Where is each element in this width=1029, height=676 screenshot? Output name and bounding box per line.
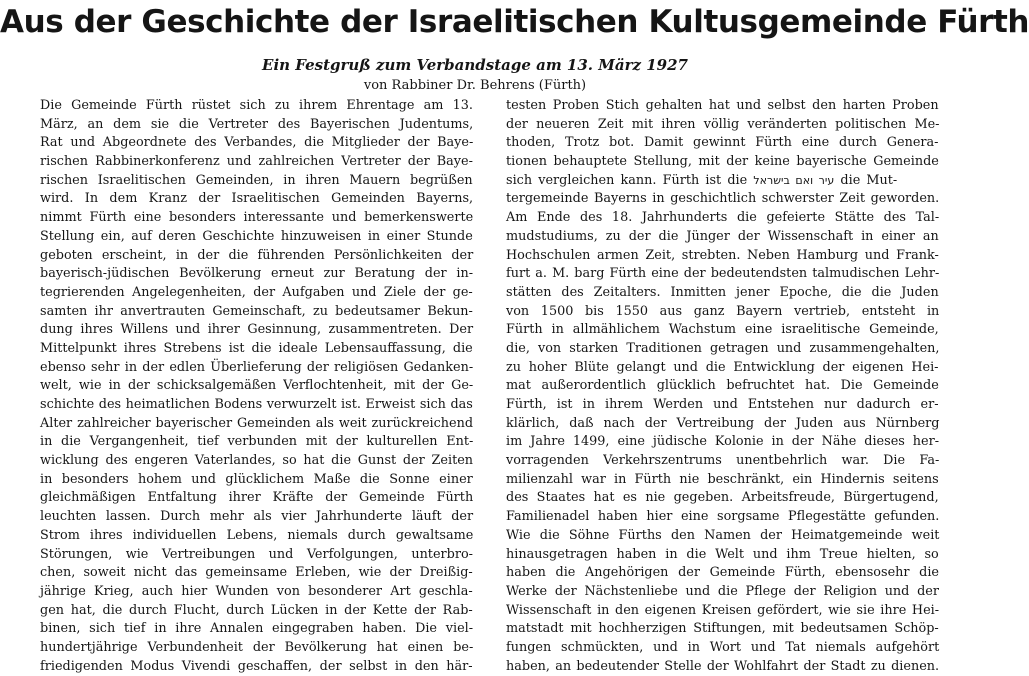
text-line: binen, sich tief in ihre Annalen eingegraben haben. Die viel- bbox=[40, 621, 474, 637]
text-line: die, von starken Traditionen getragen und zusammengehalten, bbox=[506, 340, 940, 356]
text-line: milienzahl war in Fürth nie beschränkt, ein Hindernis seitens bbox=[506, 471, 939, 487]
text-line: Wissenschaft in den eigenen Kreisen gefördert, wie sie ihre Hei- bbox=[506, 602, 940, 618]
text-line: jährige Krieg, auch hier Wunden von besonderer Art geschla- bbox=[40, 583, 473, 599]
text-line: friedigenden Modus Vivendi geschaffen, der selbst in den här- bbox=[40, 658, 473, 674]
text-line: in die Vergangenheit, tief verbunden mit der kulturellen Ent- bbox=[40, 434, 474, 450]
text-line-with-hebrew bbox=[506, 172, 939, 191]
text-line: bayerisch-jüdischen Bevölkerung erneut zur Beratung der in- bbox=[40, 266, 474, 282]
text-line: Strom ihres individuellen Lebens, niemals durch gewaltsame bbox=[40, 527, 474, 543]
text-line: des Staates hat es nie gegeben. Arbeitsfreude, Bürgertugend, bbox=[506, 490, 939, 506]
text-line: wird. In dem Kranz der Israelitischen Gemeinden Bayerns, bbox=[40, 191, 474, 207]
article-subtitle: Ein Festgruß zum Verbandstage am 13. März 1927 bbox=[262, 56, 688, 74]
text-line: gen hat, die durch Flucht, durch Lücken in der Kette der Rab- bbox=[40, 602, 473, 618]
text-line: gleichmäßigen Entfaltung ihrer Kräfte der Gemeinde Fürth bbox=[40, 490, 474, 506]
text-line: stätten des Zeitalters. Inmitten jener Epoche, die die Juden bbox=[506, 284, 939, 300]
text-line: rischen Rabbinerkonferenz und zahlreichen Vertreter der Baye- bbox=[40, 154, 473, 170]
text-line: Familienadel haben hier eine sorgsame Pflegestätte gefunden. bbox=[506, 509, 940, 525]
text-line: Hochschulen armen Zeit, strebten. Neben Hamburg und Frank- bbox=[506, 247, 939, 263]
text-line: haben, an bedeutender Stelle der Wohlfahrt der Stadt zu dienen. bbox=[506, 658, 940, 674]
text-line: im Jahre 1499, eine jüdische Kolonie in der Nähe dieses her- bbox=[506, 434, 940, 450]
text-line: rischen Israelitischen Gemeinden, in ihren Mauern begrüßen bbox=[40, 172, 473, 188]
text-line: mudstudiums, zu der die Jünger der Wissenschaft in einer an bbox=[506, 228, 939, 244]
text-line: Fürth, ist in ihrem Werden und Entstehen nur dadurch er- bbox=[506, 397, 939, 412]
text-line: tionen behauptete Stellung, mit der keine bayerische Gemeinde bbox=[506, 154, 939, 170]
text-line: hundertjährige Verbundenheit der Bevölkerung hat einen be- bbox=[40, 639, 474, 655]
text-line: in besonders hohem und glücklichem Maße die Sonne einer bbox=[40, 471, 473, 487]
text-line: schichte des heimatlichen Bodens verwurzelt ist. Erweist sich das bbox=[40, 397, 473, 412]
text-line: wicklung des engeren Vaterlandes, so hat die Gunst der Zeiten bbox=[40, 453, 474, 469]
text-line: von 1500 bis 1550 aus ganz Bayern vertrieb, entsteht in bbox=[506, 303, 940, 319]
text-line: Wie die Söhne Fürths den Namen der Heimatgemeinde weit bbox=[506, 527, 940, 543]
text-line: ebenso sehr in der edlen Überlieferung der religiösen Gedanken- bbox=[40, 359, 474, 375]
text-line: Stellung ein, auf deren Geschichte hinzuweisen in einer Stunde bbox=[40, 228, 473, 244]
left-text-column bbox=[40, 97, 474, 674]
text-line: Rat und Abgeordnete des Verbandes, die Mitglieder der Baye- bbox=[40, 135, 474, 151]
text-line: samten ihr anvertrauten Gemeinschaft, zu bedeutsamer Bekun- bbox=[40, 303, 473, 319]
text-line: Alter zahlreicher bayerischer Gemeinden als weit zurückreichend bbox=[40, 415, 474, 431]
text-line: furt a. M. barg Fürth eine der bedeutendsten talmudischen Lehr- bbox=[506, 266, 940, 282]
hebrew-phrase: עיר ואם בישראל bbox=[753, 173, 835, 187]
text-line: fungen schmückten, und in Wort und Tat niemals aufgehört bbox=[506, 639, 940, 655]
text-line: hinausgetragen haben in die Welt und ihm Treue hielten, so bbox=[506, 546, 939, 562]
text-line: der neueren Zeit mit ihren völlig veränderten politischen Me- bbox=[506, 116, 940, 132]
article-title: Aus der Geschichte der Israelitischen Kultusgemeinde Fürth bbox=[0, 4, 1029, 40]
text-line: Störungen, wie Vertreibungen und Verfolgungen, unterbro- bbox=[40, 546, 473, 562]
text-line: matstadt mit hochherzigen Stiftungen, mit bedeutsamen Schöp- bbox=[506, 621, 939, 637]
text-line: vorragenden Verkehrszentrums unentbehrlich war. Die Fa- bbox=[506, 453, 940, 469]
text-line: welt, wie in der schicksalgemäßen Verflochtenheit, mit der Ge- bbox=[40, 378, 474, 394]
text-line: März, an dem sie die Vertreter des Bayerischen Judentums, bbox=[40, 116, 474, 132]
text-line: haben die Angehörigen der Gemeinde Fürth, ebensosehr die bbox=[506, 565, 940, 581]
text-line: nimmt Fürth eine besonders interessante und bemerkenswerte bbox=[40, 210, 474, 226]
text-line: Am Ende des 18. Jahrhunderts die gefeierte Stätte des Tal- bbox=[506, 210, 940, 226]
text-line: tergemeinde Bayerns in geschichtlich schwerster Zeit geworden. bbox=[506, 191, 940, 207]
text-line: Die Gemeinde Fürth rüstet sich zu ihrem Ehrentage am 13. bbox=[40, 98, 473, 113]
text-line: testen Proben Stich gehalten hat und selbst den harten Proben bbox=[506, 98, 939, 113]
text-line: chen, soweit nicht das gemeinsame Erleben, wie der Dreißig- bbox=[40, 565, 473, 581]
right-text-column bbox=[506, 97, 940, 674]
text-line: Mittelpunkt ihres Strebens ist die ideale Lebensauffassung, die bbox=[40, 340, 473, 356]
text-line: leuchten lassen. Durch mehr als vier Jahrhunderte läuft der bbox=[40, 509, 474, 525]
hebrew-line-end: die Mut- bbox=[840, 172, 898, 188]
text-line: thoden, Trotz bot. Damit gewinnt Fürth eine durch Genera- bbox=[506, 135, 939, 151]
text-line: geboten erscheint, in der die führenden Persönlichkeiten der bbox=[40, 247, 474, 263]
text-line: tegrierenden Angelegenheiten, der Aufgaben und Ziele der ge- bbox=[40, 284, 473, 300]
text-line: Fürth in allmählichem Wachstum eine israelitische Gemeinde, bbox=[506, 322, 939, 338]
text-line: klärlich, daß nach der Vertreibung der Juden aus Nürnberg bbox=[506, 415, 940, 431]
text-line: dung ihres Willens und ihrer Gesinnung, zusammentreten. Der bbox=[40, 322, 474, 338]
text-line: mat außerordentlich glücklich befruchtet hat. Die Gemeinde bbox=[506, 378, 939, 394]
text-line: zu hoher Blüte gelangt und die Entwicklung der eigenen Hei- bbox=[506, 359, 939, 375]
article-byline: von Rabbiner Dr. Behrens (Fürth) bbox=[363, 78, 587, 93]
hebrew-line-start: sich vergleichen kann. Fürth ist die bbox=[506, 172, 748, 188]
text-line: Werke der Nächstenliebe und die Pflege der Religion und der bbox=[506, 583, 939, 599]
